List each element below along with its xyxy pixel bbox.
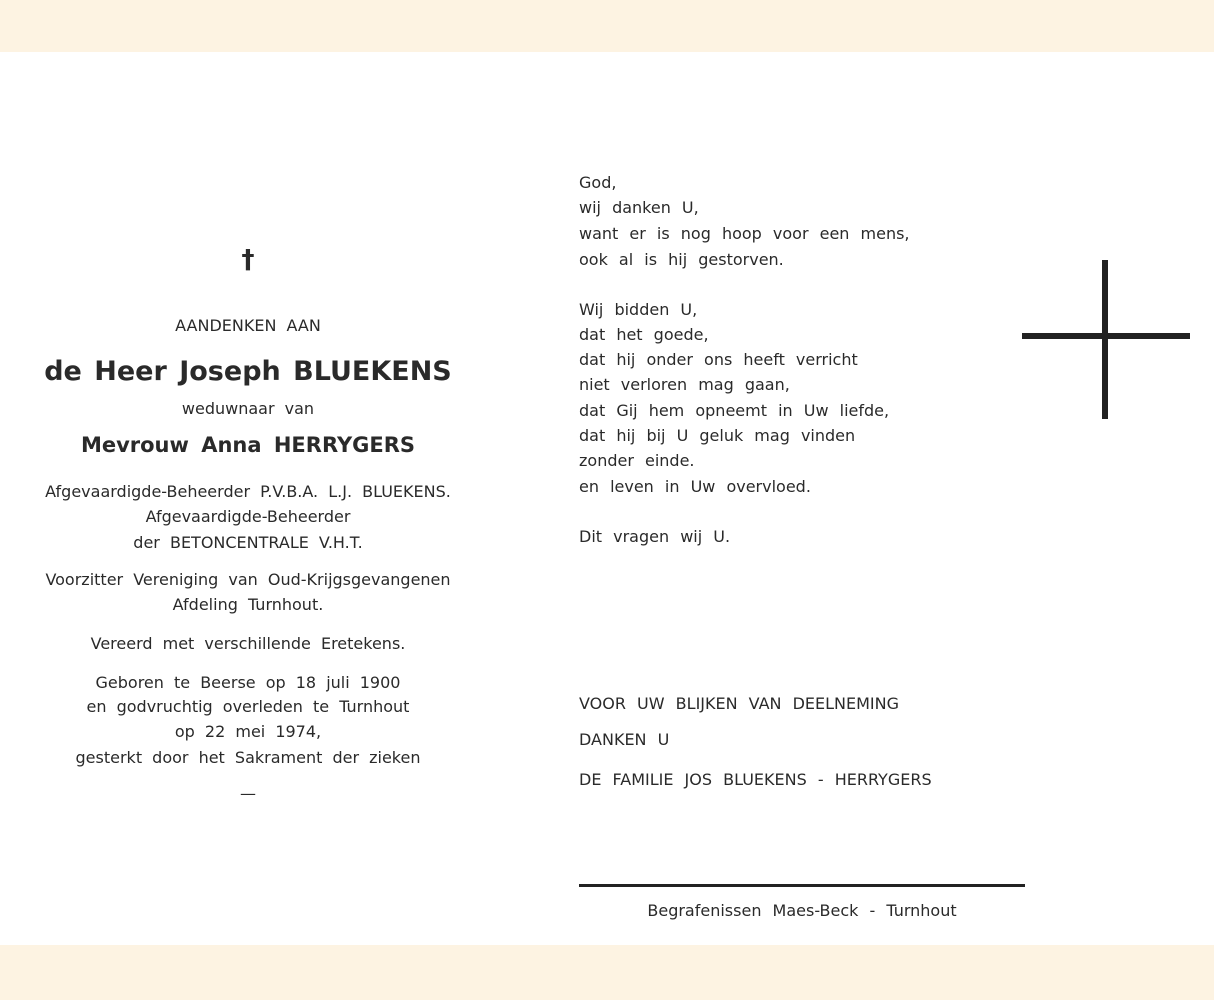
bio-line: Afdeling Turnhout. xyxy=(172,595,324,614)
thanks-line: VOOR UW BLIJKEN VAN DEELNEMING xyxy=(579,694,899,713)
top-border xyxy=(0,0,1214,52)
footer-rule xyxy=(579,884,1025,887)
prayer-line: dat hij bij U geluk mag vinden xyxy=(579,426,856,445)
deceased-name: de Heer Joseph BLUEKENS xyxy=(44,356,452,387)
spouse-name: Mevrouw Anna HERRYGERS xyxy=(80,433,416,457)
remembrance-heading: AANDENKEN AAN xyxy=(175,316,321,335)
prayer-line: niet verloren mag gaan, xyxy=(579,375,790,394)
prayer-line: God, xyxy=(579,173,617,192)
prayer-line: Dit vragen wij U. xyxy=(579,527,731,546)
bottom-border xyxy=(0,945,1214,1000)
cross-horizontal xyxy=(1022,333,1190,339)
closing-dash: — xyxy=(240,784,256,803)
prayer-line: dat hij onder ons heeft verricht xyxy=(579,350,858,369)
small-cross-icon: † xyxy=(241,245,255,275)
bio-line: der BETONCENTRALE V.H.T. xyxy=(133,533,363,552)
prayer-line: wij danken U, xyxy=(579,198,699,217)
prayer-line: ook al is hij gestorven. xyxy=(579,250,784,269)
funeral-home: Begrafenissen Maes-Beck - Turnhout xyxy=(647,901,957,920)
prayer-line: en leven in Uw overvloed. xyxy=(579,477,811,496)
prayer-line: want er is nog hoop voor een mens, xyxy=(579,224,910,243)
bio-line: op 22 mei 1974, xyxy=(174,722,322,741)
bio-line: Afgevaardigde-Beheerder xyxy=(145,507,351,526)
cross-vertical xyxy=(1102,260,1108,419)
prayer-line: Wij bidden U, xyxy=(579,300,698,319)
bio-line: Afgevaardigde-Beheerder P.V.B.A. L.J. BLUEKENS. xyxy=(45,482,451,501)
widower-label: weduwnaar van xyxy=(181,399,315,418)
prayer-line: zonder einde. xyxy=(579,451,695,470)
bio-line: Voorzitter Vereniging van Oud-Krijgsgevangenen xyxy=(45,570,451,589)
bio-line: Vereerd met verschillende Eretekens. xyxy=(90,634,406,653)
prayer-line: dat het goede, xyxy=(579,325,709,344)
prayer-line: dat Gij hem opneemt in Uw liefde, xyxy=(579,401,890,420)
bio-line: en godvruchtig overleden te Turnhout xyxy=(86,697,410,716)
bio-line: gesterkt door het Sakrament der zieken xyxy=(75,748,421,767)
bio-line: Geboren te Beerse op 18 juli 1900 xyxy=(95,673,401,692)
thanks-line: DE FAMILIE JOS BLUEKENS - HERRYGERS xyxy=(579,770,932,789)
thanks-line: DANKEN U xyxy=(579,730,670,749)
